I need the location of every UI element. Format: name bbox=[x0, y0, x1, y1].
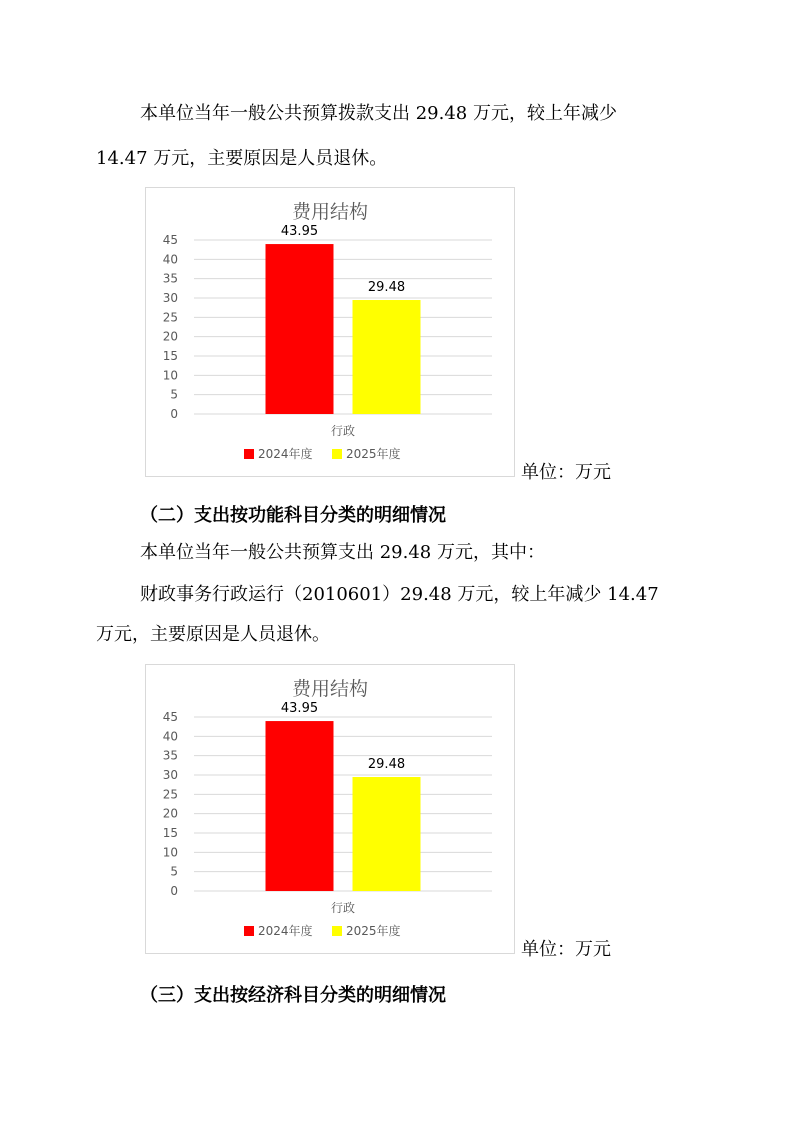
y-tick-label: 20 bbox=[162, 806, 178, 821]
y-tick-label: 20 bbox=[162, 329, 178, 344]
y-tick-label: 0 bbox=[170, 884, 178, 898]
y-tick-label: 45 bbox=[162, 710, 178, 724]
y-tick-label: 25 bbox=[162, 787, 178, 802]
legend-swatch bbox=[332, 449, 342, 459]
y-tick-label: 5 bbox=[170, 387, 178, 402]
paragraph-2: 本单位当年一般公共预算支出 29.48 万元，其中： bbox=[140, 542, 545, 563]
y-tick-label: 45 bbox=[162, 233, 178, 247]
legend-label: 2024年度 bbox=[258, 924, 313, 938]
y-tick-label: 40 bbox=[162, 252, 178, 267]
chart-title: 费用结构 bbox=[291, 678, 369, 700]
unit-label-1: 单位：万元 bbox=[521, 462, 611, 483]
data-label: 43.95 bbox=[280, 224, 319, 240]
y-tick-label: 25 bbox=[162, 310, 178, 325]
y-tick-label: 35 bbox=[162, 748, 178, 763]
y-tick-label: 0 bbox=[170, 407, 178, 421]
expense-chart-2 bbox=[145, 664, 515, 954]
legend-swatch bbox=[332, 926, 342, 936]
paragraph-3-line-1: 财政事务行政运行（2010601）29.48 万元，较上年减少 14.47 bbox=[140, 584, 659, 605]
y-tick-label: 10 bbox=[162, 845, 178, 860]
y-tick-label: 30 bbox=[162, 291, 178, 305]
bar-2024年度 bbox=[266, 721, 334, 891]
x-category-label: 行政 bbox=[330, 901, 356, 915]
legend-label: 2024年度 bbox=[258, 447, 313, 461]
paragraph-3-line-2: 万元，主要原因是人员退休。 bbox=[96, 624, 330, 645]
y-tick-label: 35 bbox=[162, 271, 178, 286]
paragraph-1-line-1: 本单位当年一般公共预算拨款支出 29.48 万元，较上年减少 bbox=[140, 103, 617, 124]
bar-2025年度 bbox=[353, 777, 421, 891]
data-label: 29.48 bbox=[367, 280, 406, 296]
legend-swatch bbox=[244, 449, 254, 459]
data-label: 43.95 bbox=[280, 701, 319, 717]
bar-2025年度 bbox=[353, 300, 421, 414]
chart-1-svg bbox=[146, 188, 514, 476]
y-tick-label: 15 bbox=[162, 826, 178, 840]
unit-label-2: 单位：万元 bbox=[521, 939, 611, 960]
legend-label: 2025年度 bbox=[346, 924, 401, 938]
bar-2024年度 bbox=[266, 244, 334, 414]
chart-2-svg bbox=[146, 665, 514, 953]
legend-swatch bbox=[244, 926, 254, 936]
y-tick-label: 5 bbox=[170, 864, 178, 879]
legend-label: 2025年度 bbox=[346, 447, 401, 461]
y-tick-label: 30 bbox=[162, 768, 178, 782]
x-category-label: 行政 bbox=[330, 424, 356, 438]
section-heading-3: （三）支出按经济科目分类的明细情况 bbox=[140, 985, 446, 1006]
y-tick-label: 15 bbox=[162, 349, 178, 363]
chart-title: 费用结构 bbox=[291, 201, 369, 223]
expense-chart-1 bbox=[145, 187, 515, 477]
y-tick-label: 40 bbox=[162, 729, 178, 744]
data-label: 29.48 bbox=[367, 757, 406, 773]
y-tick-label: 10 bbox=[162, 368, 178, 383]
section-heading-2: （二）支出按功能科目分类的明细情况 bbox=[140, 505, 446, 526]
paragraph-1-line-2: 14.47 万元，主要原因是人员退休。 bbox=[96, 148, 388, 169]
